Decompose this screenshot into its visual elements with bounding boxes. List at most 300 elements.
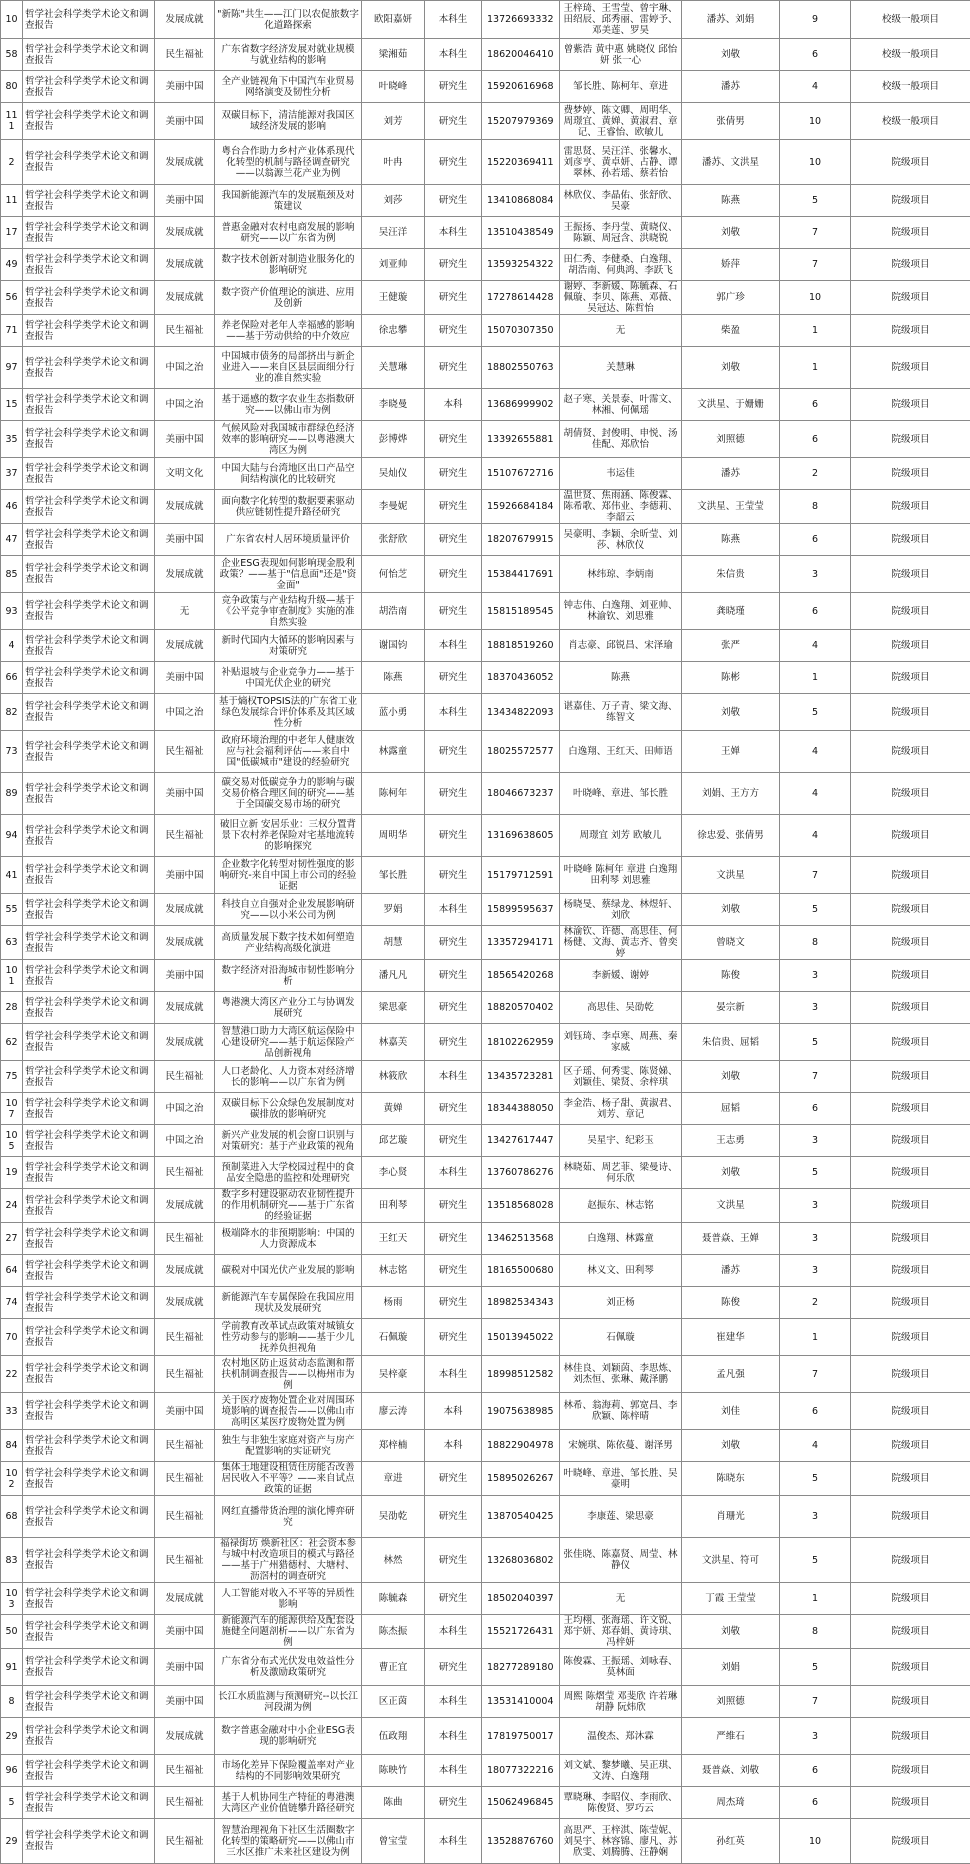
table-row [1, 315, 970, 347]
project-title-cell: 中国大陆与台湾地区出口产品空间结构演化的比较研究 [215, 458, 362, 490]
team-members-cell: 杨晓旻、蔡绿龙、林煜轩、刘欣 [560, 894, 682, 926]
table-row [1, 1356, 970, 1393]
row-number-cell: 102 [1, 1462, 23, 1496]
row-number-cell: 74 [1, 1287, 23, 1319]
project-title-cell: 人工智能对收入不平等的异质性影响 [215, 1583, 362, 1615]
student-level-cell: 研究生 [425, 1649, 482, 1686]
student-level-cell: 研究生 [425, 249, 482, 281]
team-members-cell: 韦运佳 [560, 458, 682, 490]
category-cell: 发展成就 [155, 249, 215, 281]
row-number-cell: 103 [1, 1583, 23, 1615]
project-title-cell: 补贴退坡与企业竞争力——基于中国光伏企业的研究 [215, 662, 362, 694]
project-grade-cell: 院级项目 [851, 1287, 970, 1319]
project-grade-cell: 院级项目 [851, 217, 970, 249]
team-members-cell: 林晓茹、周艺菲、梁曼诗、何乐欣 [560, 1157, 682, 1189]
student-level-cell: 研究生 [425, 1583, 482, 1615]
category-cell: 发展成就 [155, 630, 215, 662]
team-leader-cell: 陈杰振 [362, 1615, 425, 1649]
student-level-cell: 研究生 [425, 731, 482, 773]
advisor-cell: 严维石 [682, 1718, 780, 1755]
table-row [1, 1223, 970, 1255]
team-leader-cell: 吴灿仪 [362, 458, 425, 490]
row-number-cell: 47 [1, 524, 23, 556]
advisor-cell: 柴盈 [682, 315, 780, 347]
team-members-cell: 胡倩贤、封俊明、申悦、汤佳配、郑欣怡 [560, 421, 682, 458]
project-grade-cell: 院级项目 [851, 1223, 970, 1255]
project-title-cell: 高质量发展下数字技术如何塑造产业结构高级化演进 [215, 926, 362, 960]
team-leader-cell: 林志铭 [362, 1255, 425, 1287]
table-row [1, 662, 970, 694]
phone-number-cell: 15521726431 [482, 1615, 560, 1649]
team-members-cell: 雷思贤、吴汪洋、张馨水、刘彦亨、黄卓妍、占静、谭翠林、孙若瑶、蔡若怡 [560, 140, 682, 185]
member-count-cell: 3 [780, 992, 851, 1024]
phone-number-cell: 18102262959 [482, 1024, 560, 1061]
student-level-cell: 本科生 [425, 1686, 482, 1718]
team-members-cell: 王均栩、张海瑶、许文锐、郑宇妍、郑春娟、黄诗琪、冯梓妍 [560, 1615, 682, 1649]
table-row [1, 1755, 970, 1787]
member-count-cell: 6 [780, 1787, 851, 1819]
student-level-cell: 研究生 [425, 1024, 482, 1061]
project-type-cell: 哲学社会科学类学术论文和调查报告 [23, 281, 155, 315]
project-grade-cell: 院级项目 [851, 1093, 970, 1125]
advisor-cell: 刘照德 [682, 421, 780, 458]
table-row [1, 1255, 970, 1287]
project-title-cell: 独生与非独生家庭对资产与房产配置影响的实证研究 [215, 1430, 362, 1462]
project-type-cell: 哲学社会科学类学术论文和调查报告 [23, 1615, 155, 1649]
project-type-cell: 哲学社会科学类学术论文和调查报告 [23, 1024, 155, 1061]
phone-number-cell: 18025572577 [482, 731, 560, 773]
project-title-cell: 碳税对中国光伏产业发展的影响 [215, 1255, 362, 1287]
team-members-cell: 温俊杰、郑沐霖 [560, 1718, 682, 1755]
project-type-cell: 哲学社会科学类学术论文和调查报告 [23, 662, 155, 694]
phone-number-cell: 13392655881 [482, 421, 560, 458]
phone-number-cell: 15062496845 [482, 1787, 560, 1819]
student-level-cell: 研究生 [425, 1255, 482, 1287]
table-row [1, 1538, 970, 1583]
table-row [1, 857, 970, 894]
member-count-cell: 5 [780, 694, 851, 731]
member-count-cell: 3 [780, 1189, 851, 1223]
advisor-cell: 徐忠爱、张倩男 [682, 815, 780, 857]
project-grade-cell: 院级项目 [851, 1125, 970, 1157]
category-cell: 民生福祉 [155, 315, 215, 347]
phone-number-cell: 13510438549 [482, 217, 560, 249]
advisor-cell: 王志勇 [682, 1125, 780, 1157]
team-leader-cell: 徐忠攀 [362, 315, 425, 347]
row-number-cell: 29 [1, 1819, 23, 1864]
project-grade-cell: 院级项目 [851, 1255, 970, 1287]
project-type-cell: 哲学社会科学类学术论文和调查报告 [23, 1718, 155, 1755]
row-number-cell: 29 [1, 1718, 23, 1755]
project-title-cell: 面向数字化转型的数据要素驱动供应链韧性提升路径研究 [215, 490, 362, 524]
student-level-cell: 研究生 [425, 490, 482, 524]
project-grade-cell: 校级一般项目 [851, 71, 970, 103]
category-cell: 美丽中国 [155, 857, 215, 894]
team-leader-cell: 李曼妮 [362, 490, 425, 524]
row-number-cell: 58 [1, 39, 23, 71]
project-grade-cell: 院级项目 [851, 556, 970, 593]
student-level-cell: 研究生 [425, 1538, 482, 1583]
team-leader-cell: 章进 [362, 1462, 425, 1496]
student-level-cell: 本科生 [425, 894, 482, 926]
advisor-cell: 陈彬 [682, 662, 780, 694]
project-title-cell: 全产业链视角下中国汽车业贸易网络演变及韧性分析 [215, 71, 362, 103]
advisor-cell: 陈俊 [682, 1287, 780, 1319]
category-cell: 文明文化 [155, 458, 215, 490]
project-grade-cell: 院级项目 [851, 926, 970, 960]
project-title-cell: 双碳目标下公众绿色发展制度对碳排放的影响研究 [215, 1093, 362, 1125]
member-count-cell: 2 [780, 458, 851, 490]
team-leader-cell: 石佩璇 [362, 1319, 425, 1356]
student-level-cell: 研究生 [425, 1223, 482, 1255]
team-members-cell: 王梓琦、王雪莹、曾宇琳、田绍辰、邱秀丽、雷婷予、邓美莲、罗昊 [560, 1, 682, 39]
project-type-cell: 哲学社会科学类学术论文和调查报告 [23, 458, 155, 490]
category-cell: 发展成就 [155, 281, 215, 315]
student-level-cell: 本科生 [425, 1061, 482, 1093]
member-count-cell: 10 [780, 281, 851, 315]
advisor-cell: 陈燕 [682, 185, 780, 217]
category-cell: 民生福祉 [155, 1430, 215, 1462]
project-grade-cell: 院级项目 [851, 1615, 970, 1649]
member-count-cell: 4 [780, 1430, 851, 1462]
row-number-cell: 2 [1, 140, 23, 185]
project-title-cell: 基于熵权TOPSIS法的广东省工业绿色发展综合评价体系及其区域性分析 [215, 694, 362, 731]
student-level-cell: 本科生 [425, 1157, 482, 1189]
project-grade-cell: 院级项目 [851, 731, 970, 773]
project-type-cell: 哲学社会科学类学术论文和调查报告 [23, 421, 155, 458]
student-level-cell: 本科生 [425, 1, 482, 39]
category-cell: 发展成就 [155, 490, 215, 524]
phone-number-cell: 17819750017 [482, 1718, 560, 1755]
advisor-cell: 孙红英 [682, 1819, 780, 1864]
phone-number-cell: 18820570402 [482, 992, 560, 1024]
team-members-cell: 周璟宜 刘芳 欧敏儿 [560, 815, 682, 857]
category-cell: 发展成就 [155, 992, 215, 1024]
student-level-cell: 研究生 [425, 960, 482, 992]
category-cell: 民生福祉 [155, 1755, 215, 1787]
phone-number-cell: 13169638605 [482, 815, 560, 857]
category-cell: 发展成就 [155, 1, 215, 39]
row-number-cell: 75 [1, 1061, 23, 1093]
table-row [1, 185, 970, 217]
row-number-cell: 70 [1, 1319, 23, 1356]
team-leader-cell: 郑梓楠 [362, 1430, 425, 1462]
team-leader-cell: 黄婵 [362, 1093, 425, 1125]
student-level-cell: 本科生 [425, 217, 482, 249]
team-members-cell: 陈燕 [560, 662, 682, 694]
team-leader-cell: 潘凡凡 [362, 960, 425, 992]
project-type-cell: 哲学社会科学类学术论文和调查报告 [23, 249, 155, 281]
table-row [1, 694, 970, 731]
row-number-cell: 62 [1, 1024, 23, 1061]
advisor-cell: 文洪星、符可 [682, 1538, 780, 1583]
advisor-cell: 张倩男 [682, 103, 780, 140]
advisor-cell: 刘敬 [682, 347, 780, 389]
advisor-cell: 刘敬 [682, 1615, 780, 1649]
row-number-cell: 24 [1, 1189, 23, 1223]
member-count-cell: 7 [780, 1356, 851, 1393]
team-members-cell: 李康莲、梁思豪 [560, 1496, 682, 1538]
advisor-cell: 刘敬 [682, 39, 780, 71]
table-row [1, 1393, 970, 1430]
team-leader-cell: 关慧琳 [362, 347, 425, 389]
advisor-cell: 曾晓文 [682, 926, 780, 960]
project-type-cell: 哲学社会科学类学术论文和调查报告 [23, 593, 155, 630]
table-row [1, 960, 970, 992]
row-number-cell: 68 [1, 1496, 23, 1538]
project-type-cell: 哲学社会科学类学术论文和调查报告 [23, 1061, 155, 1093]
project-title-cell: 集体土地建设租赁住房能否改善居民收入不平等？——来自试点政策的证据 [215, 1462, 362, 1496]
team-leader-cell: 刘亚帅 [362, 249, 425, 281]
project-grade-cell: 院级项目 [851, 315, 970, 347]
project-grade-cell: 院级项目 [851, 185, 970, 217]
project-title-cell: 气候风险对我国城市群绿色经济效率的影响研究——以粤港澳大湾区为例 [215, 421, 362, 458]
member-count-cell: 6 [780, 421, 851, 458]
category-cell: 民生福祉 [155, 1356, 215, 1393]
member-count-cell: 1 [780, 662, 851, 694]
phone-number-cell: 18802550763 [482, 347, 560, 389]
project-grade-cell: 院级项目 [851, 1496, 970, 1538]
student-level-cell: 研究生 [425, 1189, 482, 1223]
team-leader-cell: 曹正宜 [362, 1649, 425, 1686]
member-count-cell: 1 [780, 1319, 851, 1356]
project-type-cell: 哲学社会科学类学术论文和调查报告 [23, 894, 155, 926]
project-type-cell: 哲学社会科学类学术论文和调查报告 [23, 1462, 155, 1496]
team-leader-cell: 吴梓豪 [362, 1356, 425, 1393]
student-level-cell: 本科 [425, 1393, 482, 1430]
project-grade-cell: 院级项目 [851, 1819, 970, 1864]
table-row [1, 731, 970, 773]
student-level-cell: 研究生 [425, 458, 482, 490]
project-title-cell: 普惠金融对农村电商发展的影响研究——以广东省为例 [215, 217, 362, 249]
member-count-cell: 5 [780, 1462, 851, 1496]
team-leader-cell: 杨雨 [362, 1287, 425, 1319]
project-title-cell: 破旧立新 安居乐业：三权分置背景下农村养老保险对宅基地流转的影响探究 [215, 815, 362, 857]
team-members-cell: 曾紫浩 黄中惠 姚晓仪 邱怡妍 张一心 [560, 39, 682, 71]
category-cell: 中国之治 [155, 694, 215, 731]
project-title-cell: 数字经济对沿海城市韧性影响分析 [215, 960, 362, 992]
table-row [1, 281, 970, 315]
student-level-cell: 研究生 [425, 593, 482, 630]
project-grade-cell: 院级项目 [851, 389, 970, 421]
project-grade-cell: 院级项目 [851, 1755, 970, 1787]
student-level-cell: 研究生 [425, 773, 482, 815]
student-level-cell: 本科生 [425, 1718, 482, 1755]
project-grade-cell: 院级项目 [851, 815, 970, 857]
team-members-cell: 白逸翔、王红天、田师语 [560, 731, 682, 773]
team-members-cell: 无 [560, 1583, 682, 1615]
project-title-cell: 网红直播带货治理的演化博弈研究 [215, 1496, 362, 1538]
category-cell: 民生福祉 [155, 1223, 215, 1255]
table-row [1, 926, 970, 960]
team-members-cell: 谢婷、李新媛、陈毓森、石佩璇、李贝、陈燕、邓薇、吴冠达、陈哲怡 [560, 281, 682, 315]
team-leader-cell: 区正茵 [362, 1686, 425, 1718]
team-members-cell: 覃晓琳、李昭仪、李雨欣、陈俊贤、罗巧云 [560, 1787, 682, 1819]
advisor-cell: 肖珊光 [682, 1496, 780, 1538]
member-count-cell: 1 [780, 347, 851, 389]
category-cell: 美丽中国 [155, 773, 215, 815]
team-leader-cell: 林露童 [362, 731, 425, 773]
phone-number-cell: 18165500680 [482, 1255, 560, 1287]
project-grade-cell: 院级项目 [851, 1462, 970, 1496]
member-count-cell: 10 [780, 103, 851, 140]
team-leader-cell: 曾宝莹 [362, 1819, 425, 1864]
member-count-cell: 3 [780, 1125, 851, 1157]
member-count-cell: 1 [780, 1583, 851, 1615]
team-members-cell: 关慧琳 [560, 347, 682, 389]
project-title-cell: 数字乡村建设驱动农业韧性提升的作用机制研究——基于广东省的经验证据 [215, 1189, 362, 1223]
student-level-cell: 研究生 [425, 347, 482, 389]
row-number-cell: 35 [1, 421, 23, 458]
table-row [1, 1, 970, 39]
student-level-cell: 本科生 [425, 630, 482, 662]
project-grade-cell: 院级项目 [851, 249, 970, 281]
project-type-cell: 哲学社会科学类学术论文和调查报告 [23, 1287, 155, 1319]
category-cell: 民生福祉 [155, 39, 215, 71]
advisor-cell: 陈俊 [682, 960, 780, 992]
table-row [1, 1615, 970, 1649]
team-members-cell: 赵子寒、关景泰、叶霈文、林湘、何佩瑶 [560, 389, 682, 421]
phone-number-cell: 18046673237 [482, 773, 560, 815]
team-leader-cell: 胡浩南 [362, 593, 425, 630]
advisor-cell: 刘娟 [682, 1649, 780, 1686]
table-row [1, 992, 970, 1024]
table-row [1, 1093, 970, 1125]
phone-number-cell: 15815189545 [482, 593, 560, 630]
row-number-cell: 8 [1, 1686, 23, 1718]
team-members-cell: 李新媛、谢婷 [560, 960, 682, 992]
category-cell: 发展成就 [155, 1255, 215, 1287]
row-number-cell: 101 [1, 960, 23, 992]
project-grade-cell: 院级项目 [851, 1061, 970, 1093]
member-count-cell: 7 [780, 857, 851, 894]
advisor-cell: 崔建华 [682, 1319, 780, 1356]
row-number-cell: 71 [1, 315, 23, 347]
member-count-cell: 10 [780, 140, 851, 185]
phone-number-cell: 15013945022 [482, 1319, 560, 1356]
team-members-cell: 陈俊霖、王振瑶、刘咏春、莫林面 [560, 1649, 682, 1686]
row-number-cell: 49 [1, 249, 23, 281]
team-leader-cell: 何怡芝 [362, 556, 425, 593]
project-title-cell: 政府环境治理的中老年人健康效应与社会福利评估——来自中国"低碳城市"建设的经验研究 [215, 731, 362, 773]
phone-number-cell: 18565420268 [482, 960, 560, 992]
category-cell: 美丽中国 [155, 421, 215, 458]
row-number-cell: 107 [1, 1093, 23, 1125]
student-level-cell: 研究生 [425, 71, 482, 103]
advisor-cell: 文洪星、王莹莹 [682, 490, 780, 524]
project-grade-cell: 院级项目 [851, 960, 970, 992]
category-cell: 美丽中国 [155, 960, 215, 992]
table-row [1, 556, 970, 593]
advisor-cell: 周杰琦 [682, 1787, 780, 1819]
phone-number-cell: 18277289180 [482, 1649, 560, 1686]
member-count-cell: 3 [780, 1255, 851, 1287]
project-grade-cell: 院级项目 [851, 1319, 970, 1356]
project-grade-cell: 院级项目 [851, 694, 970, 731]
student-level-cell: 研究生 [425, 1496, 482, 1538]
team-members-cell: 刘正杨 [560, 1287, 682, 1319]
advisor-cell: 潘苏、刘娟 [682, 1, 780, 39]
phone-number-cell: 18822904978 [482, 1430, 560, 1462]
project-title-cell: 基于遥感的数字农业生态指数研究——以佛山市为例 [215, 389, 362, 421]
team-leader-cell: 罗娟 [362, 894, 425, 926]
project-grade-cell: 院级项目 [851, 1686, 970, 1718]
phone-number-cell: 13528876760 [482, 1819, 560, 1864]
project-type-cell: 哲学社会科学类学术论文和调查报告 [23, 926, 155, 960]
member-count-cell: 6 [780, 389, 851, 421]
student-level-cell: 本科生 [425, 694, 482, 731]
project-type-cell: 哲学社会科学类学术论文和调查报告 [23, 857, 155, 894]
category-cell: 美丽中国 [155, 1393, 215, 1430]
project-type-cell: 哲学社会科学类学术论文和调查报告 [23, 39, 155, 71]
member-count-cell: 7 [780, 1061, 851, 1093]
advisor-cell: 王婵 [682, 731, 780, 773]
row-number-cell: 94 [1, 815, 23, 857]
project-title-cell: 双碳目标下，清洁能源对我国区域经济发展的影响 [215, 103, 362, 140]
table-row [1, 1787, 970, 1819]
project-grade-cell: 院级项目 [851, 894, 970, 926]
table-row [1, 103, 970, 140]
member-count-cell: 6 [780, 593, 851, 630]
project-title-cell: 我国新能源汽车的发展瓶颈及对策建议 [215, 185, 362, 217]
category-cell: 发展成就 [155, 1287, 215, 1319]
table-row [1, 1024, 970, 1061]
phone-number-cell: 13462513568 [482, 1223, 560, 1255]
team-leader-cell: 刘芳 [362, 103, 425, 140]
project-grade-cell: 院级项目 [851, 421, 970, 458]
phone-number-cell: 15899595637 [482, 894, 560, 926]
project-grade-cell: 院级项目 [851, 524, 970, 556]
project-grade-cell: 校级一般项目 [851, 39, 970, 71]
row-number-cell: 11 [1, 185, 23, 217]
table-row [1, 1462, 970, 1496]
team-members-cell: 赵振东、林志铭 [560, 1189, 682, 1223]
project-type-cell: 哲学社会科学类学术论文和调查报告 [23, 103, 155, 140]
project-grade-cell: 院级项目 [851, 1538, 970, 1583]
category-cell: 民生福祉 [155, 1538, 215, 1583]
phone-number-cell: 18620046410 [482, 39, 560, 71]
category-cell: 发展成就 [155, 217, 215, 249]
project-grade-cell: 校级一般项目 [851, 103, 970, 140]
advisor-cell: 刘佳 [682, 1393, 780, 1430]
category-cell: 中国之治 [155, 1125, 215, 1157]
member-count-cell: 5 [780, 1538, 851, 1583]
student-level-cell: 研究生 [425, 140, 482, 185]
advisor-cell: 丁霞 王莹莹 [682, 1583, 780, 1615]
phone-number-cell: 15384417691 [482, 556, 560, 593]
student-level-cell: 研究生 [425, 992, 482, 1024]
student-level-cell: 研究生 [425, 103, 482, 140]
project-grade-cell: 院级项目 [851, 1157, 970, 1189]
project-title-cell: 人口老龄化、人力资本对经济增长的影响——以广东省为例 [215, 1061, 362, 1093]
team-members-cell: 林希、翁海莉、郭宽昌、李欣颖、陈梓晴 [560, 1393, 682, 1430]
table-row [1, 630, 970, 662]
category-cell: 民生福祉 [155, 1819, 215, 1864]
student-level-cell: 研究生 [425, 1319, 482, 1356]
row-number-cell: 83 [1, 1538, 23, 1583]
phone-number-cell: 13760786276 [482, 1157, 560, 1189]
member-count-cell: 8 [780, 1615, 851, 1649]
row-number-cell: 46 [1, 490, 23, 524]
category-cell: 中国之治 [155, 347, 215, 389]
project-type-cell: 哲学社会科学类学术论文和调查报告 [23, 1356, 155, 1393]
phone-number-cell: 15207979369 [482, 103, 560, 140]
advisor-cell: 刘敬 [682, 894, 780, 926]
team-members-cell: 温世贤、焦雨涵、陈俊霖、陈希歌、郑伟业、李德莉、李韶云 [560, 490, 682, 524]
project-title-cell: 企业ESG表现如何影响现金股利政策？——基于"信息面"还是"资金面" [215, 556, 362, 593]
table-row [1, 217, 970, 249]
table-row [1, 347, 970, 389]
